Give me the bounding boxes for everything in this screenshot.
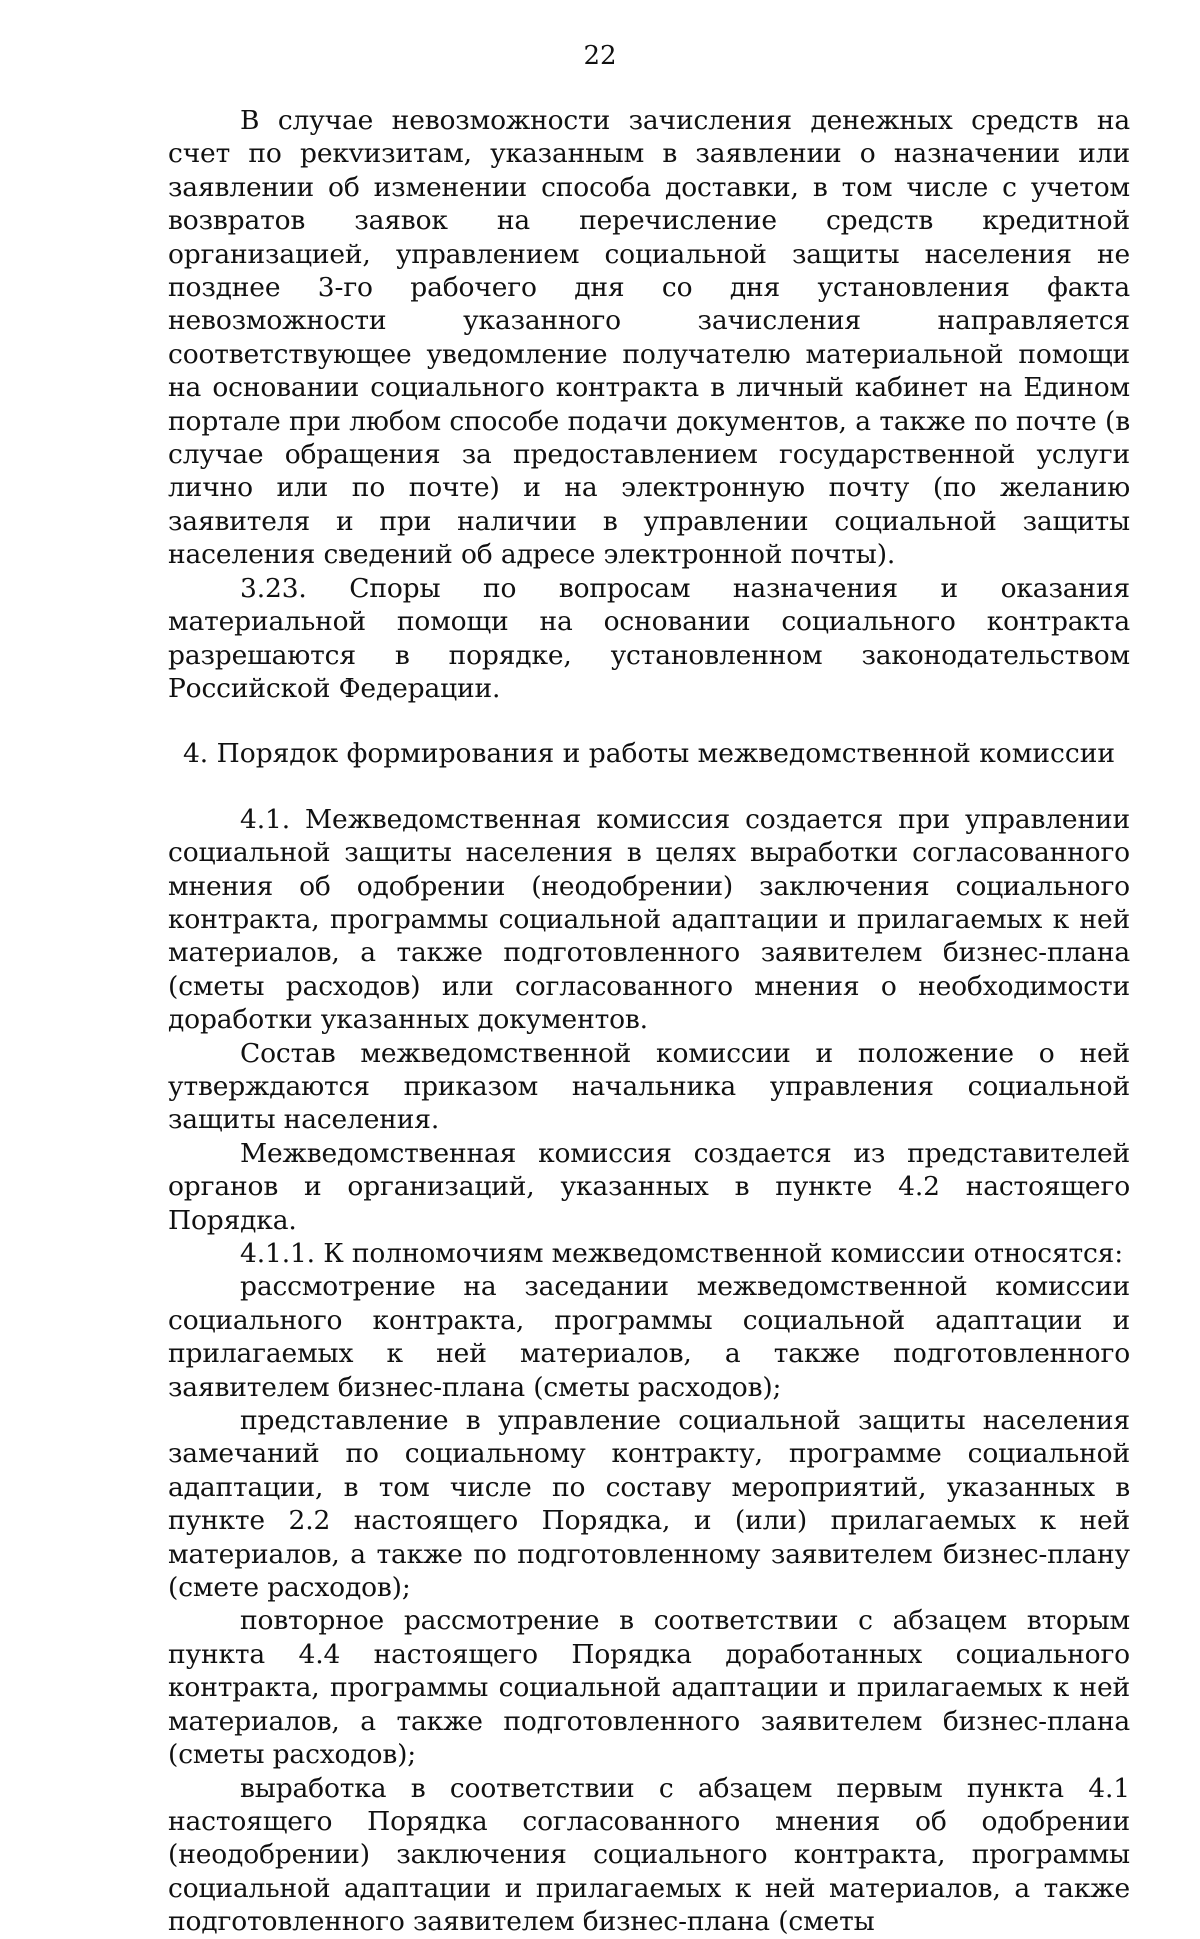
document-body xyxy=(168,104,1130,1939)
paragraph-commission-members: Межведомственная комиссия создается из представителей органов и организаций, указанных в пункте 4.2 настоящего Порядка. xyxy=(168,1137,1130,1236)
list-item-re-review: повторное рассмотрение в соответствии с абзацем вторым пункта 4.4 настоящего Порядка доработанных социального контракта, программы социальной адаптации и прилагаемых к ней материалов, а также подготовленного заявителем бизнес-плана (сметы расходов); xyxy=(168,1605,1130,1771)
paragraph-3-23-disputes: 3.23. Споры по вопросам назначения и оказания материальной помощи на основании социального контракта разрешаются в порядке, установленном законодательством Российской Федерации. xyxy=(168,572,1130,704)
paragraph-4-1: 4.1. Межведомственная комиссия создается при управлении социальной защиты населения в целях выработки согласованного мнения об одобрении (неодобрении) заключения социального контракта, программы социальной адаптации и прилагаемых к ней материалов, а также подготовленного заявителем бизнес-плана (сметы расходов) или согласованного мнения о необходимости доработки указанных документов. xyxy=(168,803,1130,1036)
paragraph-funds-transfer-failure: В случае невозможности зачисления денежных средств на счет по рекvизитам, указанным в заявлении о назначении или заявлении об изменении способа доставки, в том числе с учетом возвратов заявок на перечисление средств кредитной организацией, управлением социальной защиты населения не позднее 3-го рабочего дня со дня установления факта невозможности указанного зачисления направляется соответствующее уведомление получателю материальной помощи на основании социального контракта в личный кабинет на Едином портале при любом способе подачи документов, а также по почте (в случае обращения за предоставлением государственной услуги лично или по почте) и на электронную почту (по желанию заявителя и при наличии в управлении социальной защиты населения сведений об адресе электронной почты). xyxy=(168,105,1130,571)
paragraph-4-1-1: 4.1.1. К полномочиям межведомственной комиссии относятся: xyxy=(240,1238,1124,1269)
list-item-opinion: выработка в соответствии с абзацем первым пункта 4.1 настоящего Порядка согласованного мнения об одобрении (неодобрении) заключения социального контракта, программы социальной адаптации и прилагаемых к ней материалов, а также подготовленного заявителем бизнес-плана (сметы xyxy=(168,1772,1130,1938)
page-number: 22 xyxy=(583,41,617,71)
paragraph-commission-composition: Состав межведомственной комиссии и положение о ней утверждаются приказом начальника управления социальной защиты населения. xyxy=(168,1037,1130,1136)
section-heading: 4. Порядок формирования и работы межведомственной комиссии xyxy=(182,738,1116,770)
list-item-review: рассмотрение на заседании межведомственной комиссии социального контракта, программы социальной адаптации и прилагаемых к ней материалов, а также подготовленного заявителем бизнес-плана (сметы расходов); xyxy=(168,1271,1130,1403)
list-item-remarks: представление в управление социальной защиты населения замечаний по социальному контракту, программе социальной адаптации, в том числе по составу мероприятий, указанных в пункте 2.2 настоящего Порядка, и (или) прилагаемых к ней материалов, а также по подготовленному заявителем бизнес-плану (смете расходов); xyxy=(168,1405,1130,1604)
